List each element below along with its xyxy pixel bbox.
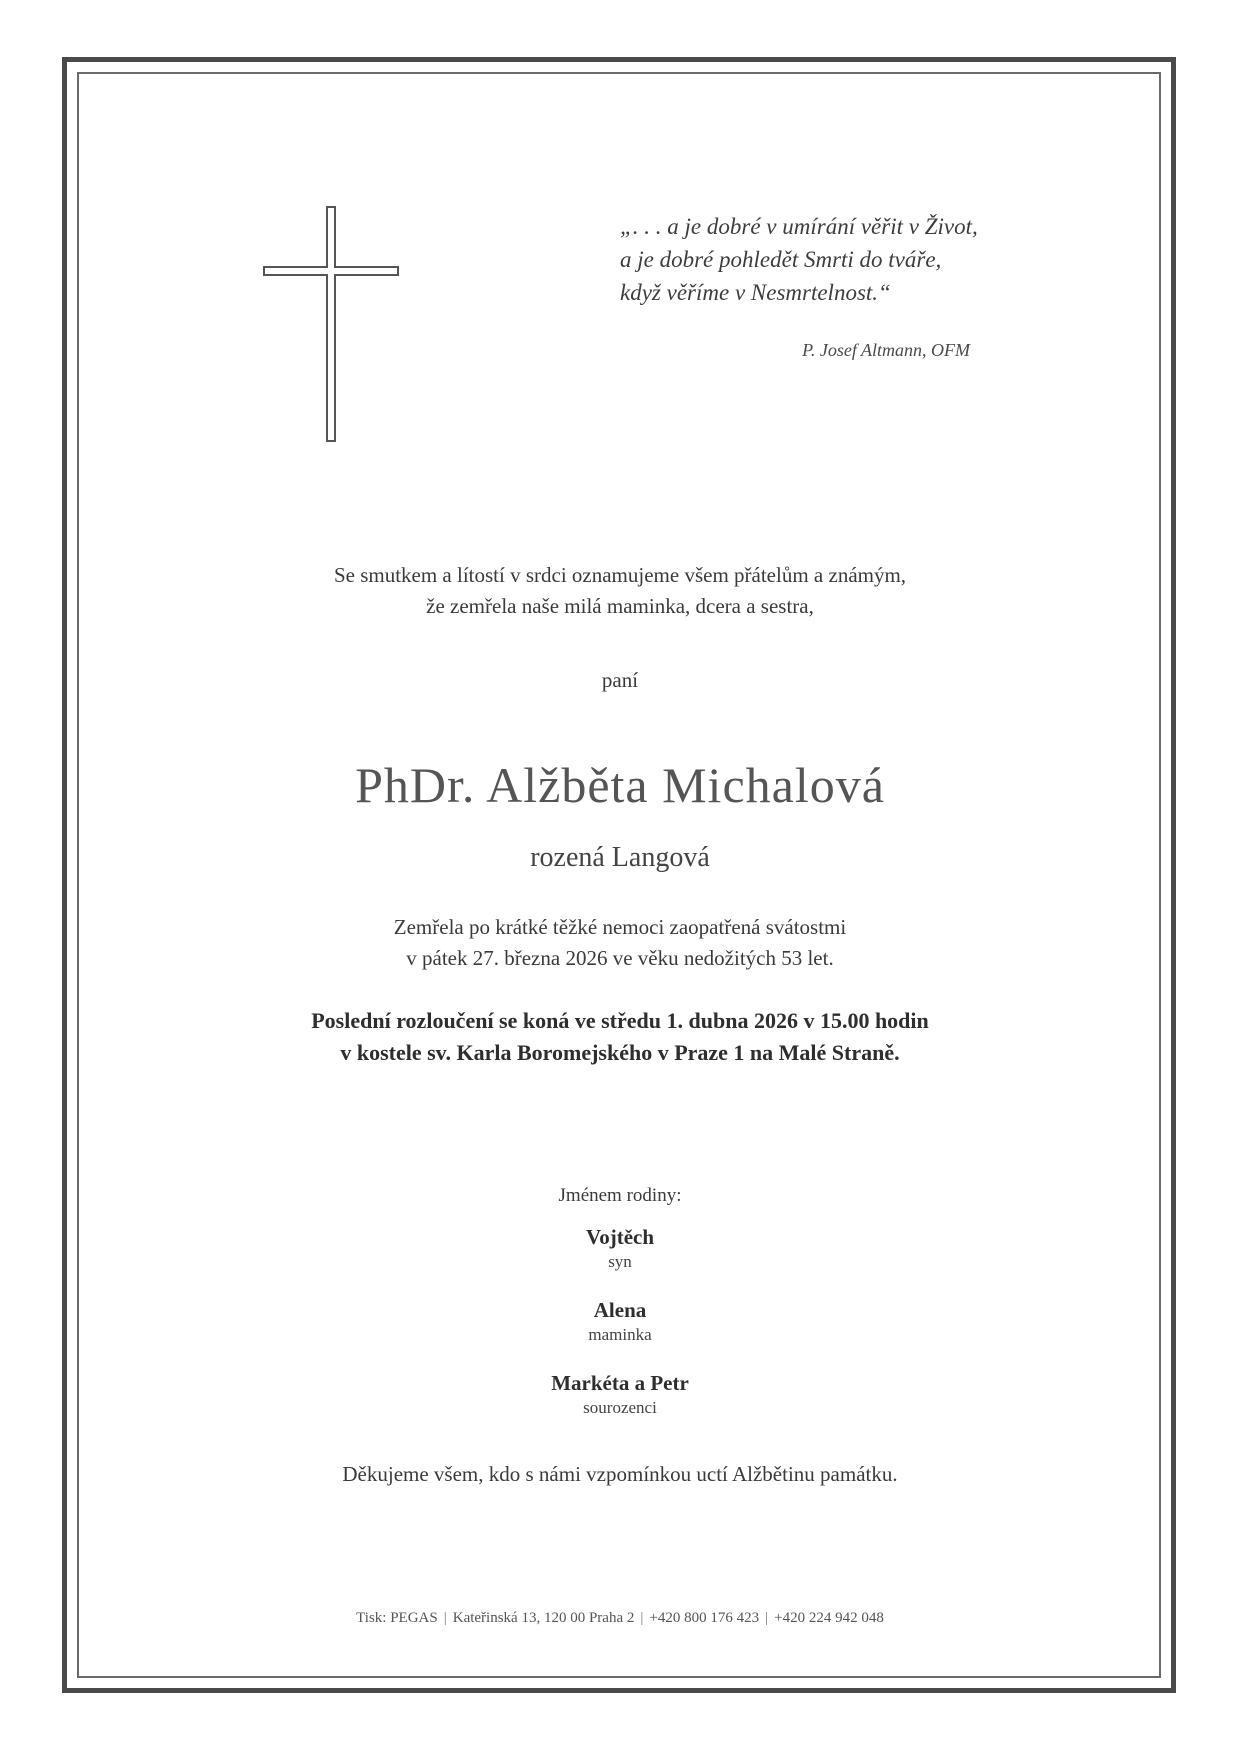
quote-author: P. Josef Altmann, OFM bbox=[802, 340, 970, 360]
family-member bbox=[120, 1298, 1120, 1345]
footer-separator: | bbox=[443, 1610, 447, 1626]
death-line-2: v pátek 27. března 2026 ve věku nedožitých 53 let. bbox=[406, 946, 834, 970]
footer-separator: | bbox=[640, 1610, 644, 1626]
quote-line-1: „. . . a je dobré v umírání věřit v Život, bbox=[620, 214, 978, 239]
death-line-1: Zemřela po krátké těžké nemoci zaopatřená svátostmi bbox=[393, 915, 847, 939]
thanks-line: Děkujeme všem, kdo s námi vzpomínkou uctí Alžbětinu památku. bbox=[342, 1462, 898, 1486]
printer-footer bbox=[120, 1610, 1120, 1627]
family-member bbox=[120, 1225, 1120, 1272]
family-member-name: Vojtěch bbox=[585, 1225, 655, 1249]
family-member-name: Markéta a Petr bbox=[551, 1371, 689, 1395]
family-member-relation: syn bbox=[608, 1252, 632, 1271]
family-member-relation: sourozenci bbox=[583, 1398, 657, 1417]
deceased-name: PhDr. Alžběta Michalová bbox=[355, 757, 885, 813]
footer-address: Kateřinská 13, 120 00 Praha 2 bbox=[452, 1610, 635, 1626]
maiden-name: rozená Langová bbox=[530, 842, 710, 873]
footer-printer: Tisk: PEGAS bbox=[356, 1610, 438, 1626]
announcement-intro bbox=[120, 560, 1120, 622]
intro-line-2: že zemřela naše milá maminka, dcera a sestra, bbox=[426, 594, 814, 618]
funeral-line-2: v kostele sv. Karla Boromejského v Praze 1 na Malé Straně. bbox=[340, 1040, 900, 1065]
quote-block bbox=[620, 210, 1040, 309]
inner-mourning-frame bbox=[77, 72, 1161, 1678]
footer-phone-2: +420 224 942 048 bbox=[774, 1610, 884, 1626]
intro-line-1: Se smutkem a lítostí v srdci oznamujeme všem přátelům a známým, bbox=[333, 563, 907, 587]
cross-icon bbox=[262, 205, 402, 445]
death-notice bbox=[120, 912, 1120, 974]
family-member bbox=[120, 1371, 1120, 1418]
funeral-info bbox=[120, 1005, 1120, 1069]
family-member-name: Alena bbox=[593, 1298, 647, 1322]
funeral-line-1: Poslední rozloučení se koná ve středu 1. dubna 2026 v 15.00 hodin bbox=[311, 1008, 929, 1033]
salutation: paní bbox=[601, 668, 639, 692]
family-label: Jménem rodiny: bbox=[558, 1185, 682, 1206]
footer-separator: | bbox=[765, 1610, 769, 1626]
quote-line-2: a je dobré pohledět Smrti do tváře, bbox=[620, 247, 942, 272]
quote-line-3: když věříme v Nesmrtelnost.“ bbox=[620, 280, 891, 305]
family-member-relation: maminka bbox=[588, 1325, 652, 1344]
footer-phone-1: +420 800 176 423 bbox=[649, 1610, 760, 1626]
